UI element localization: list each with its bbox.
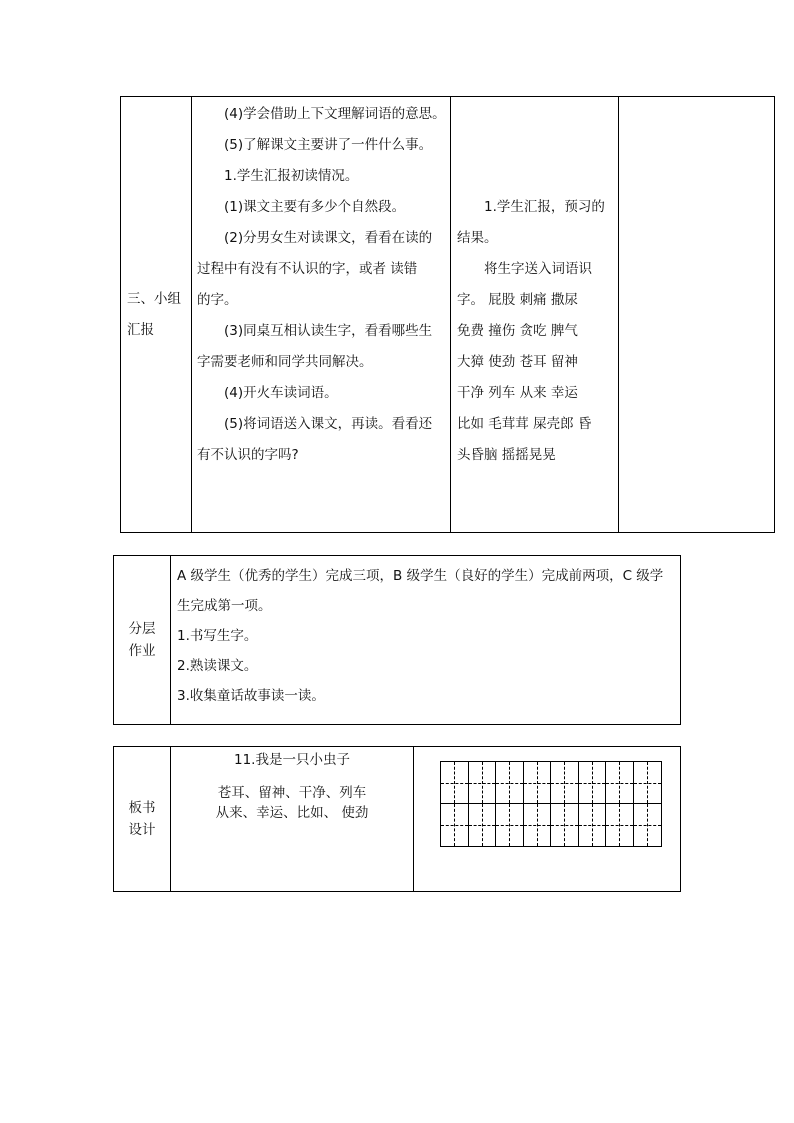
teacher-activity-cell	[192, 97, 451, 533]
homework-line: 2.熟读课文。	[177, 658, 258, 674]
tianzige-writing-grid	[440, 761, 662, 847]
teacher-activity-line: (1)课文主要有多少个自然段。	[224, 199, 406, 215]
homework-line: 3.收集童话故事读一读。	[177, 688, 325, 704]
teacher-activity-line: (2)分男女生对读课文，看看在读的	[224, 230, 433, 246]
homework-content-cell	[171, 556, 681, 725]
lesson-title: 11.我是一只小虫子	[234, 752, 350, 768]
student-activity-line: 干净 列车 从来 幸运	[457, 385, 578, 401]
notes-cell	[619, 97, 775, 533]
writing-grid-cell	[414, 747, 681, 892]
homework-label-line2: 作业	[128, 643, 156, 659]
teacher-activity-line: (4)开火车读词语。	[224, 385, 338, 401]
grid-cell	[496, 804, 524, 846]
homework-line: 生完成第一项。	[177, 598, 272, 614]
section-label-cell	[121, 97, 192, 533]
teacher-activity-line: (5)了解课文主要讲了一件什么事。	[224, 137, 433, 153]
vocab-line-2: 从来、幸运、比如、 使劲	[215, 805, 369, 821]
student-activity-line: 结果。	[457, 230, 498, 246]
grid-cell	[579, 804, 607, 846]
student-activity-line: 将生字送入词语识	[484, 261, 592, 277]
homework-line: A 级学生（优秀的学生）完成三项，B 级学生（良好的学生）完成前两项，C 级学	[177, 568, 664, 584]
student-activity-line: 字。 屁股 刺痛 撒尿	[457, 292, 578, 308]
grid-cell	[441, 762, 469, 804]
grid-cell	[551, 762, 579, 804]
teacher-activity-line: (5)将词语送入课文，再读。看看还	[224, 416, 433, 432]
homework-line: 1.书写生字。	[177, 628, 258, 644]
grid-cell	[496, 762, 524, 804]
blackboard-content-cell	[171, 747, 414, 892]
lesson-table-group-report	[120, 96, 775, 533]
grid-cell	[524, 762, 552, 804]
grid-cell	[469, 762, 497, 804]
blackboard-label-line1: 板书	[128, 800, 156, 816]
grid-cell	[606, 762, 634, 804]
teacher-activity-line: 字需要老师和同学共同解决。	[197, 354, 373, 370]
section-label-line1: 三、小组	[127, 290, 181, 307]
grid-cell	[634, 762, 662, 804]
grid-cell	[441, 804, 469, 846]
grid-cell	[606, 804, 634, 846]
teacher-activity-line: (3)同桌互相认读生字，看看哪些生	[224, 323, 433, 339]
grid-cell	[551, 804, 579, 846]
grid-cell	[634, 804, 662, 846]
grid-cell	[524, 804, 552, 846]
grid-cell	[469, 804, 497, 846]
blackboard-label-cell	[114, 747, 171, 892]
homework-label-cell	[114, 556, 171, 725]
teacher-activity-line: 的字。	[197, 292, 238, 308]
blackboard-label-line2: 设计	[128, 822, 156, 838]
section-label-line2: 汇报	[127, 321, 154, 338]
student-activity-line: 1.学生汇报，预习的	[484, 199, 605, 215]
student-activity-line: 比如 毛茸茸 屎壳郎 昏	[457, 416, 592, 432]
student-activity-line: 头昏脑 摇摇晃晃	[457, 447, 556, 463]
grid-cell	[579, 762, 607, 804]
vocab-line-1: 苍耳、留神、干净、列车	[217, 785, 367, 801]
teacher-activity-line: 过程中有没有不认识的字，或者 读错	[197, 261, 418, 277]
blackboard-design-table	[113, 746, 681, 892]
teacher-activity-line: 1.学生汇报初读情况。	[224, 168, 359, 184]
homework-table	[113, 555, 681, 725]
student-activity-cell	[451, 97, 619, 533]
homework-label-line1: 分层	[128, 621, 156, 637]
teacher-activity-line: 有不认识的字吗?	[197, 447, 299, 463]
teacher-activity-line: (4)学会借助上下文理解词语的意思。	[224, 106, 446, 122]
student-activity-line: 大獐 使劲 苍耳 留神	[457, 354, 578, 370]
student-activity-line: 免费 撞伤 贪吃 脾气	[457, 323, 578, 339]
